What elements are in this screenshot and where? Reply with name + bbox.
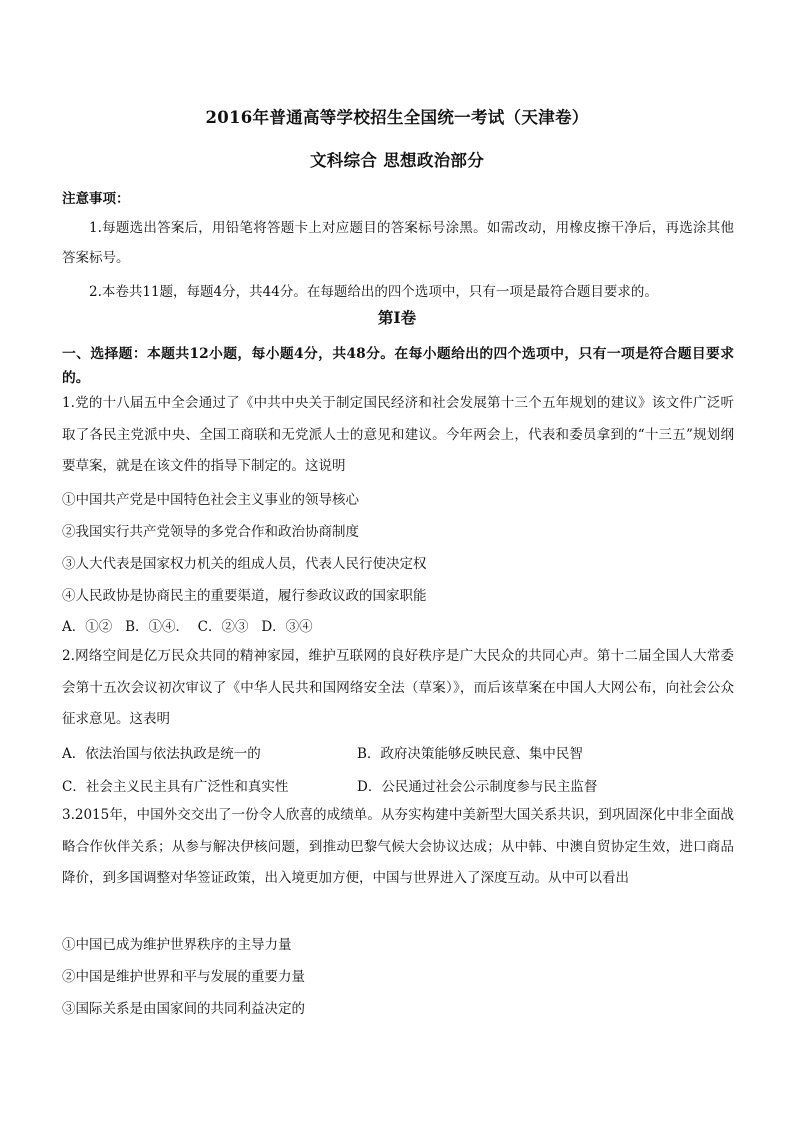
section-heading: 一、选择题：本题共12小题，每小题4分，共48分。在每小题给出的四个选项中，只有一项是符合题目要求的。 [62,346,734,386]
question-1-statement-4: ④人民政协是协商民主的重要渠道，履行参政议政的国家职能 [62,588,427,604]
question-3-statement-3: ③国际关系是由国家间的共同利益决定的 [62,1001,305,1017]
question-1-options: A．①② B．①④． C．②③ D．③④ [62,619,313,635]
question-2-option-c: C．社会主义民主具有广泛性和真实性 [62,779,289,795]
question-1-stem: 1.党的十八届五中全会通过了《中共中央关于制定国民经济和社会发展第十三个五年规划的建议》该文件广泛听取了各民主党派中央、全国工商联和无党派人士的意见和建议。今年两会上，代表和委员拿到的“十三五”规划纲要草案，就是在该文件的指导下制定的。这说明 [62,395,734,474]
notes-heading: 注意事项： [62,191,130,207]
volume-label: 第Ⅰ卷 [377,308,417,327]
question-3-statement-2: ②中国是维护世界和平与发展的重要力量 [62,969,305,985]
exam-subtitle: 文科综合 思想政治部分 [309,151,485,170]
question-1-statement-3: ③人大代表是国家权力机关的组成人员，代表人民行使决定权 [62,556,427,572]
question-3-stem: 3.2015年，中国外交交出了一份令人欣喜的成绩单。从夯实构建中美新型大国关系共识，到巩固深化中非全面战略合作伙伴关系；从参与解决伊核问题，到推动巴黎气候大会协议达成；从中韩、中澳自贸协定生效，进口商品降价，到多国调整对华签证政策，出入境更加方便，中国与世界进入了深度互动。从中可以看出 [62,807,734,886]
question-2-option-a: A．依法治国与依法执政是统一的 [62,746,261,762]
question-2-option-d: D．公民通过社会公示制度参与民主监督 [357,779,598,795]
question-2-stem: 2.网络空间是亿万民众共同的精神家园，维护互联网的良好秩序是广大民众的共同心声。第十二届全国人大常委会第十五次会议初次审议了《中华人民共和国网络安全法（草案）》，而后该草案在中国人大网公布，向社会公众征求意见。这表明 [62,648,734,727]
question-1-statement-2: ②我国实行共产党领导的多党合作和政治协商制度 [62,524,359,540]
question-1-statement-1: ①中国共产党是中国特色社会主义事业的领导核心 [62,492,359,508]
question-2-option-b: B．政府决策能够反映民意、集中民智 [357,746,583,762]
note-item-2: 2.本卷共11题，每题4分，共44分。在每题给出的四个选项中，只有一项是最符合题目要求的。 [89,284,658,300]
exam-title: 2016年普通高等学校招生全国统一考试（天津卷） [205,108,589,127]
note-item-1: 1.每题选出答案后，用铅笔将答题卡上对应题目的答案标号涂黑。如需改动，用橡皮擦干净后，再选涂其他答案标号。 [62,220,734,266]
question-3-statement-1: ①中国已成为维护世界秩序的主导力量 [62,937,292,953]
